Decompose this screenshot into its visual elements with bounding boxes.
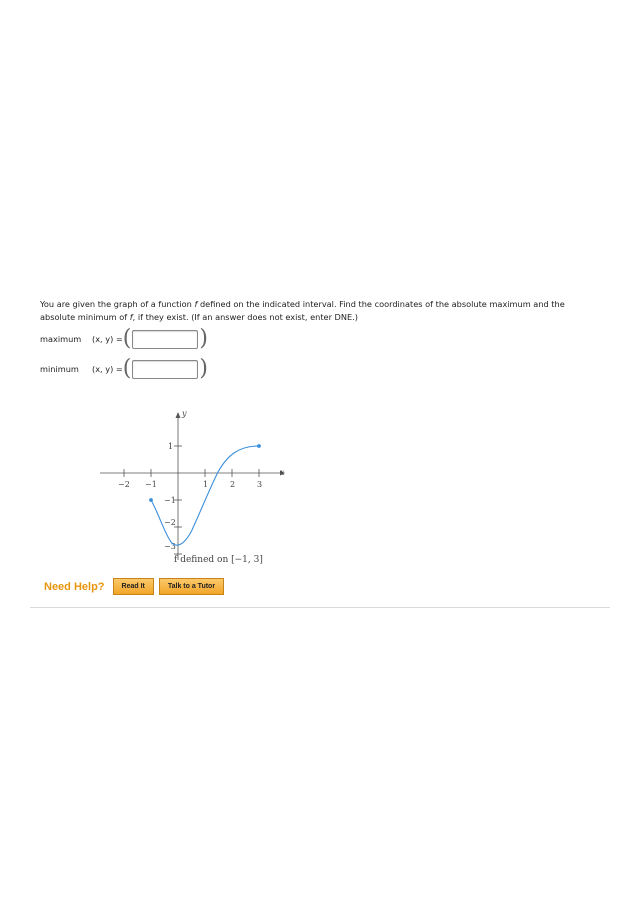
y-tick-label: −1 xyxy=(164,496,176,505)
left-endpoint xyxy=(149,498,153,502)
minimum-row xyxy=(40,357,208,381)
function-graph xyxy=(100,408,300,568)
maximum-label: maximum xyxy=(40,334,82,344)
question-part-2: defined on the indicated interval. Find the coordinates of the absolute maximum and the absolute minimum of xyxy=(40,299,565,322)
y-tick-label: −3 xyxy=(164,542,176,551)
close-paren: ) xyxy=(199,356,208,381)
open-paren: ( xyxy=(122,326,132,351)
talk-to-tutor-button[interactable]: Talk to a Tutor xyxy=(159,578,224,595)
xy-label: (x, y) = xyxy=(92,334,123,344)
x-tick-label: −1 xyxy=(145,480,157,489)
need-help-label: Need Help? xyxy=(44,580,105,593)
question-part-1: You are given the graph of a function xyxy=(40,299,195,309)
y-tick-label: −2 xyxy=(164,518,176,527)
read-it-button[interactable]: Read It xyxy=(113,578,154,595)
y-tick-label: 1 xyxy=(168,442,174,451)
minimum-label: minimum xyxy=(40,364,79,374)
close-paren: ) xyxy=(199,326,208,351)
x-tick-label: 3 xyxy=(257,480,263,489)
y-axis-arrow xyxy=(176,412,181,418)
x-tick-label: −2 xyxy=(118,480,130,489)
minimum-input[interactable] xyxy=(132,360,198,379)
graph-caption: f defined on [−1, 3] xyxy=(174,555,263,565)
question-text xyxy=(40,298,600,324)
function-name: f xyxy=(194,299,198,309)
x-axis-label: x xyxy=(280,468,285,477)
maximum-row xyxy=(40,327,208,351)
maximum-input[interactable] xyxy=(132,330,198,349)
x-tick-label: 2 xyxy=(230,480,236,489)
right-endpoint xyxy=(257,444,261,448)
xy-label: (x, y) = xyxy=(92,364,123,374)
function-name: f xyxy=(129,312,133,322)
y-axis-label: y xyxy=(182,409,187,418)
open-paren: ( xyxy=(122,356,132,381)
question-part-3: , if they exist. (If an answer does not exist, enter DNE.) xyxy=(132,312,358,322)
divider xyxy=(30,607,610,608)
help-row xyxy=(44,578,229,595)
x-tick-label: 1 xyxy=(203,480,209,489)
